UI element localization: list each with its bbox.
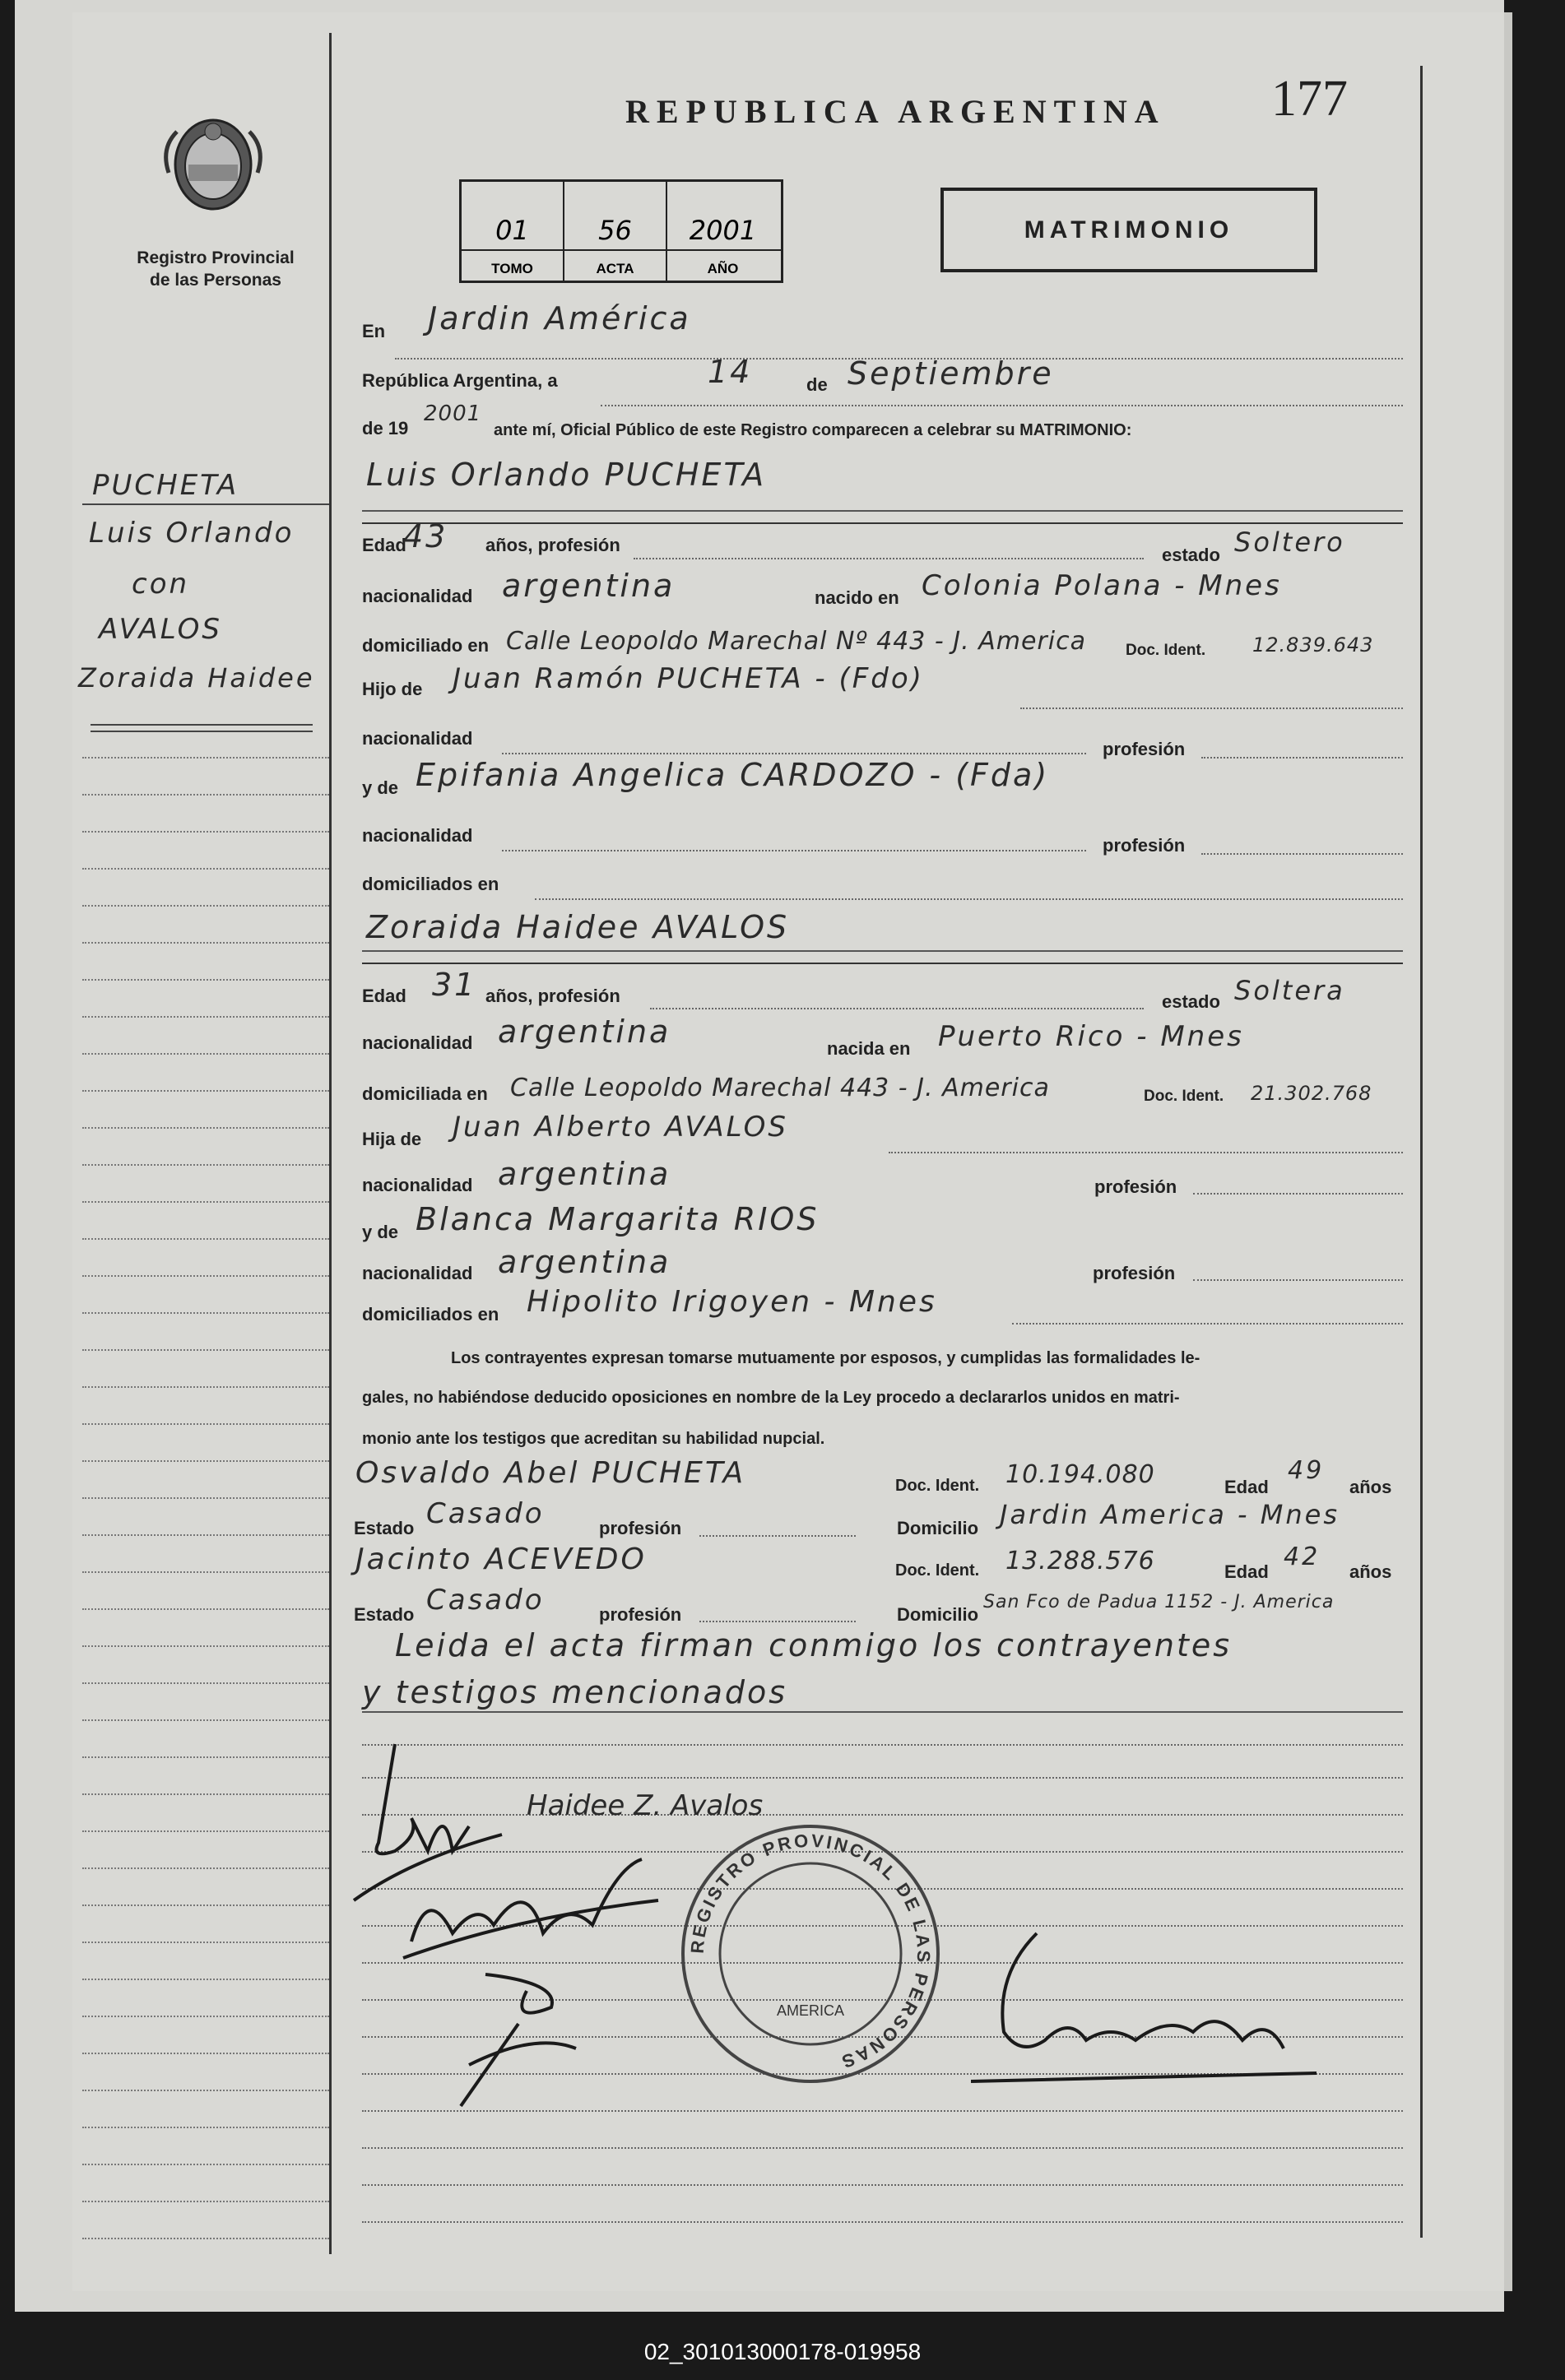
margin-ruled-line <box>82 794 329 796</box>
margin-ruled-line <box>82 1238 329 1240</box>
body-ruled-line <box>362 1814 1403 1816</box>
groom-nacionalidad: argentina <box>502 568 676 604</box>
witness1-doc: 10.194.080 <box>1005 1460 1155 1489</box>
groom-mother: Epifania Angelica CARDOZO - (Fda) <box>416 757 1050 793</box>
bride-father: Juan Alberto AVALOS <box>453 1111 788 1144</box>
label-domicilio-w2: Domicilio <box>897 1604 979 1625</box>
margin-ruled-line <box>82 2238 329 2239</box>
label-nacionalidad-bride-father: nacionalidad <box>362 1175 473 1195</box>
body-ruled-line <box>362 2184 1403 2186</box>
witness1-signature <box>395 1851 666 1966</box>
groom-doc: 12.839.643 <box>1252 633 1374 656</box>
groom-estado: Soltero <box>1234 527 1345 558</box>
label-y-de-bride: y de <box>362 1222 399 1242</box>
groom-nacido-en: Colonia Polana - Mnes <box>922 569 1282 602</box>
bride-domicilio: Calle Leopoldo Marechal 443 - J. America <box>510 1074 1050 1102</box>
label-profesion-w2: profesión <box>599 1604 682 1625</box>
stamp-center-text: AMERICA <box>776 2002 845 2019</box>
country-title: REPUBLICA ARGENTINA <box>625 93 1166 130</box>
closing-line-1: Leida el acta firman conmigo los contrayentes <box>395 1627 1233 1663</box>
margin-ruled-line <box>82 2053 329 2054</box>
margin-ruled-line <box>82 1608 329 1610</box>
margin-ruled-line <box>82 905 329 907</box>
body-ruled-line <box>362 2221 1403 2223</box>
declaration-line-3: monio ante los testigos que acreditan su habilidad nupcial. <box>362 1430 825 1448</box>
margin-ruled-line <box>82 868 329 870</box>
margin-con: con <box>132 568 190 601</box>
margin-name-bride: Zoraida Haidee <box>78 662 315 694</box>
margin-ruled-line <box>82 757 329 759</box>
bride-estado: Soltera <box>1234 975 1345 1006</box>
label-nacionalidad-bride: nacionalidad <box>362 1032 473 1053</box>
day-value: 14 <box>708 354 753 390</box>
margin-ruled-line <box>82 2090 329 2091</box>
label-de-year: de 19 <box>362 418 409 438</box>
margin-ruled-line <box>82 1312 329 1314</box>
year-value: 2001 <box>424 401 482 426</box>
margin-ruled-line <box>82 1423 329 1425</box>
witness2-name: Jacinto ACEVEDO <box>355 1543 647 1576</box>
label-y-de-groom: y de <box>362 777 399 798</box>
witness1-domicilio: Jardin America - Mnes <box>1000 1499 1340 1530</box>
groom-father: Juan Ramón PUCHETA - (Fdo) <box>453 662 924 695</box>
label-doc-w2: Doc. Ident. <box>895 1561 980 1580</box>
label-nacionalidad-mother: nacionalidad <box>362 825 473 846</box>
label-doc-groom: Doc. Ident. <box>1126 642 1206 659</box>
margin-ruled-line <box>82 1386 329 1388</box>
margin-ruled-line <box>82 2127 329 2128</box>
bride-mother-nationality: argentina <box>498 1244 671 1280</box>
label-profesion-w1: profesión <box>599 1518 682 1538</box>
label-doc-w1: Doc. Ident. <box>895 1477 980 1495</box>
label-estado-groom: estado <box>1162 545 1220 565</box>
tomo-acta-ano-box <box>459 179 783 283</box>
label-de: de <box>806 374 828 395</box>
label-nacido-en: nacido en <box>815 587 899 608</box>
witness1-estado: Casado <box>426 1497 545 1530</box>
label-nacionalidad-bride-mother: nacionalidad <box>362 1263 473 1283</box>
margin-ruled-line <box>82 1090 329 1092</box>
body-ruled-line <box>362 2147 1403 2149</box>
acta-label: ACTA <box>596 261 634 276</box>
margin-ruled-line <box>82 831 329 833</box>
label-profesion-groom: años, profesión <box>485 535 620 555</box>
margin-ruled-line <box>82 1719 329 1721</box>
registry-name <box>117 247 314 291</box>
bride-nacida-en: Puerto Rico - Mnes <box>938 1020 1244 1053</box>
left-rule <box>329 33 332 2254</box>
witness2-age: 42 <box>1284 1543 1321 1571</box>
tomo-value: 01 <box>495 215 529 246</box>
bride-parents-domicilio: Hipolito Irigoyen - Mnes <box>527 1285 937 1319</box>
official-signature <box>971 1925 1325 2090</box>
bride-doc: 21.302.768 <box>1251 1082 1372 1105</box>
label-profesion-father: profesión <box>1103 739 1186 759</box>
label-en: En <box>362 321 386 341</box>
margin-ruled-line <box>82 1756 329 1758</box>
bride-nacionalidad: argentina <box>498 1014 671 1050</box>
label-nacida-en: nacida en <box>827 1038 911 1059</box>
label-anos-w2: años <box>1349 1561 1392 1582</box>
label-estado-bride: estado <box>1162 991 1220 1012</box>
bride-mother: Blanca Margarita RIOS <box>416 1201 820 1237</box>
margin-ruled-line <box>82 1793 329 1795</box>
label-edad-groom: Edad <box>362 535 406 555</box>
witness2-doc: 13.288.576 <box>1005 1547 1155 1575</box>
margin-ruled-line <box>82 1942 329 1943</box>
margin-name-groom: Luis Orlando <box>89 517 295 550</box>
label-republica: República Argentina, a <box>362 370 558 391</box>
label-nacionalidad-groom: nacionalidad <box>362 586 473 606</box>
margin-ruled-line <box>82 1645 329 1647</box>
bride-full-name: Zoraida Haidee AVALOS <box>366 909 790 945</box>
margin-ruled-line <box>82 1867 329 1869</box>
label-edad-w2: Edad <box>1224 1561 1269 1582</box>
tomo-label: TOMO <box>491 261 533 276</box>
label-anos-w1: años <box>1349 1477 1392 1497</box>
label-hijo-de: Hijo de <box>362 679 423 699</box>
label-domiciliada: domiciliada en <box>362 1083 488 1104</box>
label-profesion-mother: profesión <box>1103 835 1186 856</box>
label-domiciliados-bride: domiciliados en <box>362 1304 499 1325</box>
page-number: 177 <box>1271 71 1348 127</box>
label-profesion-bride: años, profesión <box>485 986 620 1006</box>
label-domiciliados-groom: domiciliados en <box>362 874 499 894</box>
label-profesion-bride-father: profesión <box>1094 1176 1177 1197</box>
right-rule <box>1420 66 1423 2238</box>
margin-ruled-line <box>82 1979 329 1980</box>
registry-line-2: de las Personas <box>150 271 281 290</box>
month-value: Septiembre <box>848 355 1054 392</box>
margin-ruled-line <box>82 942 329 944</box>
margin-ruled-line <box>82 1460 329 1462</box>
witness2-estado: Casado <box>426 1584 545 1617</box>
witness2-domicilio: San Fco de Padua 1152 - J. America <box>983 1592 1335 1612</box>
margin-ruled-line <box>82 1904 329 1906</box>
label-doc-bride: Doc. Ident. <box>1144 1088 1224 1105</box>
footer-code: 02_301013000178-019958 <box>643 2339 922 2364</box>
label-domiciliado: domiciliado en <box>362 635 490 656</box>
closing-line-2: y testigos mencionados <box>362 1674 788 1710</box>
margin-ruled-line <box>82 1349 329 1351</box>
registry-seal-stamp <box>675 1818 946 2090</box>
groom-domicilio: Calle Leopoldo Marechal Nº 443 - J. America <box>506 627 1086 656</box>
coat-of-arms-logo <box>160 115 266 212</box>
svg-text:REGISTRO PROVINCIAL DE LAS PER <box>687 1830 934 2073</box>
act-type-box: MATRIMONIO <box>940 188 1317 272</box>
groom-age: 43 <box>403 518 448 554</box>
margin-surname-bride: AVALOS <box>99 613 223 646</box>
place-value: Jardin América <box>428 300 691 336</box>
declaration-line-1: Los contrayentes expresan tomarse mutuamente por esposos, y cumplidas las formalidades le- <box>451 1349 1200 1367</box>
margin-ruled-line <box>82 2201 329 2202</box>
witness1-name: Osvaldo Abel PUCHETA <box>355 1456 746 1490</box>
margin-ruled-line <box>82 1830 329 1832</box>
margin-ruled-line <box>82 1275 329 1277</box>
margin-ruled-line <box>82 1053 329 1055</box>
label-edad-bride: Edad <box>362 986 406 1006</box>
label-domicilio-w1: Domicilio <box>897 1518 979 1538</box>
margin-ruled-line <box>82 2164 329 2165</box>
ano-value: 2001 <box>689 215 757 246</box>
margin-ruled-line <box>82 1127 329 1129</box>
margin-ruled-line <box>82 1497 329 1499</box>
margin-ruled-line <box>82 2016 329 2017</box>
declaration-line-2: gales, no habiéndose deducido oposiciones en nombre de la Ley procedo a declararlos unidos en matri- <box>362 1389 1180 1407</box>
margin-ruled-line <box>82 1201 329 1203</box>
stamp-ring-text: REGISTRO PROVINCIAL DE LAS PERSONAS <box>686 1830 935 2073</box>
margin-ruled-line <box>82 1534 329 1536</box>
margin-ruled-line <box>82 1016 329 1018</box>
margin-surname-groom: PUCHETA <box>92 469 239 502</box>
margin-ruled-line <box>82 1682 329 1684</box>
label-estado-w2: Estado <box>354 1604 415 1625</box>
body-ruled-line <box>362 1777 1403 1779</box>
bride-father-nationality: argentina <box>498 1156 671 1192</box>
witness1-age: 49 <box>1288 1456 1325 1485</box>
margin-ruled-line <box>82 979 329 981</box>
bride-signature: Haidee Z. Avalos <box>527 1789 764 1822</box>
label-nacionalidad-father: nacionalidad <box>362 728 473 749</box>
label-hija-de: Hija de <box>362 1129 422 1149</box>
bride-age: 31 <box>432 967 477 1003</box>
label-ante-mi: ante mí, Oficial Público de este Registro comparecen a celebrar su MATRIMONIO: <box>494 421 1132 439</box>
registry-line-1: Registro Provincial <box>137 248 295 267</box>
witness2-signature <box>436 1958 601 2114</box>
label-estado-w1: Estado <box>354 1518 415 1538</box>
label-profesion-bride-mother: profesión <box>1093 1263 1176 1283</box>
label-edad-w1: Edad <box>1224 1477 1269 1497</box>
margin-ruled-line <box>82 1164 329 1166</box>
groom-full-name: Luis Orlando PUCHETA <box>366 457 767 493</box>
ano-label: AÑO <box>707 261 739 276</box>
margin-ruled-line <box>82 1571 329 1573</box>
acta-value: 56 <box>598 215 632 246</box>
